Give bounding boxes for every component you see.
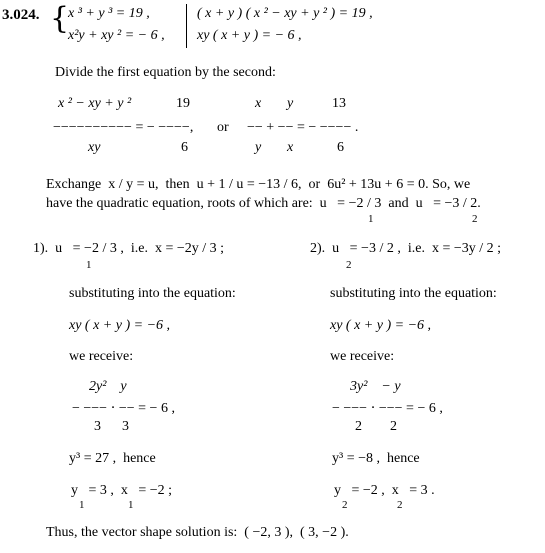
divide-intro: Divide the first equation by the second: (55, 65, 276, 80)
fraction-denominator-2: 6 (181, 140, 188, 155)
case2-heading-subscript: 2 (346, 259, 352, 271)
case1-cube: y³ = 27 , hence (69, 451, 156, 466)
exchange-line-1: Exchange x / y = u, then u + 1 / u = −13 / 6, or 6u² + 13u + 6 = 0. So, we (46, 177, 471, 192)
case2-heading: 2). u = −3 / 2 , i.e. x = −3y / 2 ; (310, 241, 502, 256)
fraction-numerator-5: 13 (332, 96, 346, 111)
case1-heading: 1). u = −2 / 3 , i.e. x = −2y / 3 ; (33, 241, 225, 256)
case1-heading-subscript: 1 (86, 259, 92, 271)
system2-line1: ( x + y ) ( x ² − xy + y ² ) = 19 , (197, 6, 373, 21)
root-subscript-1: 1 (368, 213, 374, 225)
case2-result: y = −2 , x = 3 . (334, 483, 435, 498)
separator-line (186, 4, 187, 48)
system1-line2: x²y + xy ² = − 6 , (68, 28, 165, 43)
case1-result: y = 3 , x = −2 ; (71, 483, 173, 498)
case2-receive: we receive: (330, 349, 395, 364)
fraction-bars-2: −− + −− = − −−−− . (247, 120, 359, 135)
case1-result-subscript-y: 1 (79, 499, 85, 511)
fraction-denominator-5: 6 (337, 140, 344, 155)
case2-fraction-line: − −−− ⋅ −−− = − 6 , (332, 401, 443, 416)
fraction-bars-1: −−−−−−−−−− = − −−−−, (53, 120, 194, 135)
exchange-line-2: have the quadratic equation, roots of which are: u = −2 / 3 and u = −3 / 2. (46, 196, 481, 211)
case1-fraction-denominators: 3 3 (94, 419, 129, 434)
left-brace: { (50, 1, 70, 36)
fraction-numerator-1: x ² − xy + y ² (58, 96, 132, 111)
fraction-numerator-3: x (255, 96, 262, 111)
case1-result-subscript-x: 1 (128, 499, 134, 511)
or-text: or (217, 120, 229, 135)
case1-fraction-line: − −−− ⋅ −− = − 6 , (72, 401, 175, 416)
fraction-denominator-1: xy (88, 140, 101, 155)
fraction-numerator-2: 19 (176, 96, 190, 111)
conclusion: Thus, the vector shape solution is: ( −2, 3 ), ( 3, −2 ). (46, 525, 349, 540)
case1-equation: xy ( x + y ) = −6 , (69, 318, 171, 333)
case2-fraction-denominators: 2 2 (355, 419, 397, 434)
case2-fraction-numerators: 3y² − y (350, 379, 401, 394)
case2-result-subscript-x: 2 (397, 499, 403, 511)
system2-line2: xy ( x + y ) = − 6 , (197, 28, 302, 43)
case1-substituting: substituting into the equation: (69, 286, 236, 301)
root-subscript-2: 2 (472, 213, 478, 225)
fraction-denominator-4: x (287, 140, 294, 155)
fraction-denominator-3: y (255, 140, 262, 155)
case2-substituting: substituting into the equation: (330, 286, 497, 301)
system1-line1: x ³ + y ³ = 19 , (68, 6, 150, 21)
case2-equation: xy ( x + y ) = −6 , (330, 318, 432, 333)
case1-fraction-numerators: 2y² y (89, 379, 127, 394)
case1-receive: we receive: (69, 349, 134, 364)
fraction-numerator-4: y (287, 96, 294, 111)
case2-result-subscript-y: 2 (342, 499, 348, 511)
case2-cube: y³ = −8 , hence (332, 451, 420, 466)
problem-number: 3.024. (2, 7, 40, 23)
